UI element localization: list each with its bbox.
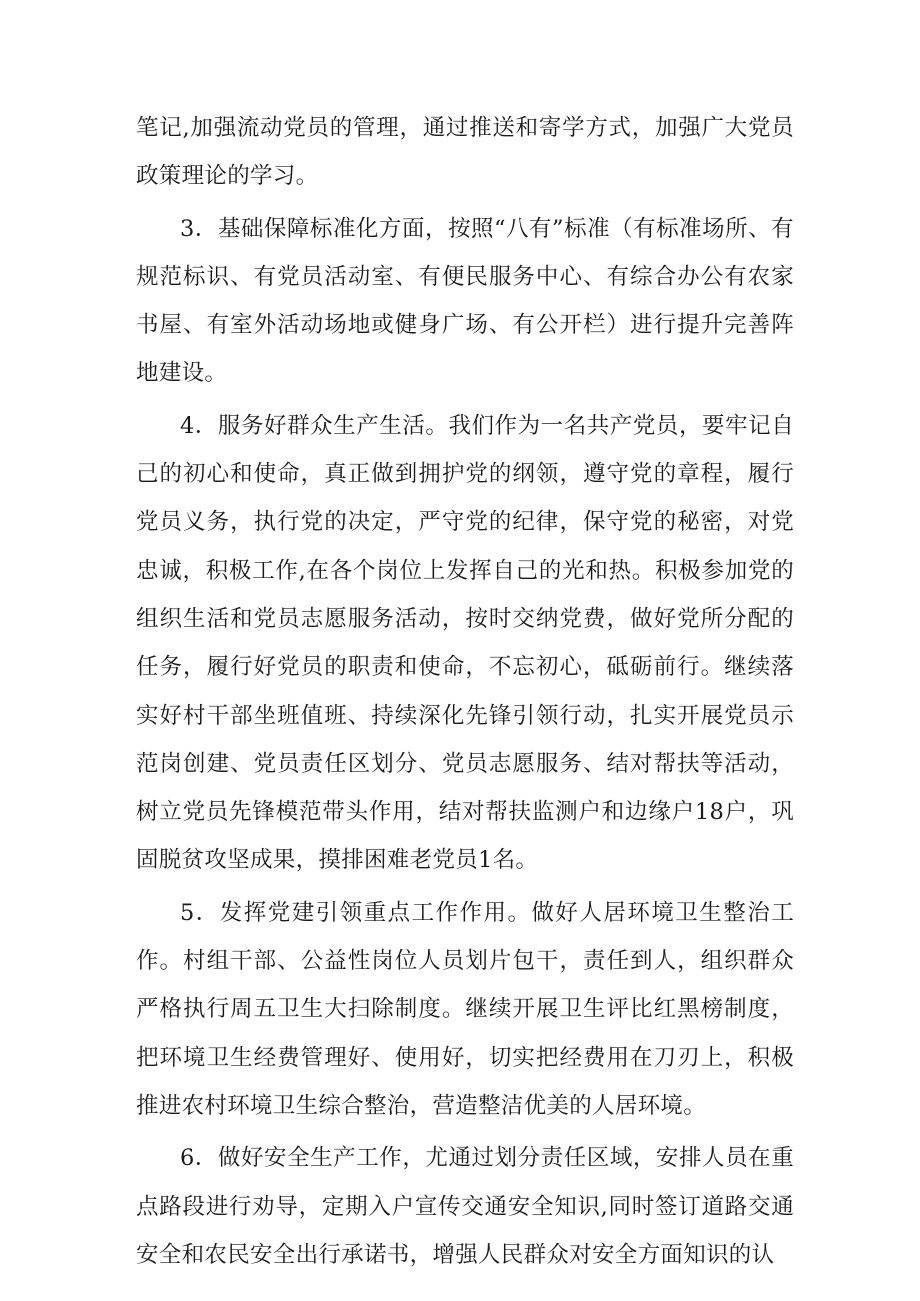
paragraph-continuation: 笔记,加强流动党员的管理，通过推送和寄学方式，加强广大党员政策理论的学习。 [136, 115, 794, 190]
paragraph-item-6: 6．做好安全生产工作，尤通过划分责任区域，安排人员在重点路段进行劝导，定期入户宣传交通安全知识,同时签订道路交通安全和农民安全出行承诺书，增强人民群众对安全方面知识的认 [136, 1145, 794, 1268]
document-body [136, 104, 794, 1279]
paragraph-item-3: 3．基础保障标准化方面，按照“八有”标准（有标准场所、有规范标识、有党员活动室、有便民服务中心、有综合办公有农家书屋、有室外活动场地或健身广场、有公开栏）进行提升完善阵地建设。 [136, 215, 794, 387]
paragraph-item-4: 4．服务好群众生产生活。我们作为一名共产党员，要牢记自己的初心和使命，真正做到拥护党的纲领，遵守党的章程，履行党员义务，执行党的决定，严守党的纪律，保守党的秘密，对党忠诚，积极工作,在各个岗位上发挥自己的光和热。积极参加党的组织生活和党员志愿服务活动，按时交纳党费，做好党所分配的任务，履行好党员的职责和使命，不忘初心，砥砺前行。继续落实好村干部坐班值班、持续深化先锋引领行动，扎实开展党员示范岗创建、党员责任区划分、党员志愿服务、结对帮扶等活动，树立党员先锋模范带头作用，结对帮扶监测户和边缘户18户，巩固脱贫攻坚成果，摸排困难老党员1名。 [136, 412, 794, 874]
paragraph-item-5: 5．发挥党建引领重点工作作用。做好人居环境卫生整治工作。村组干部、公益性岗位人员划片包干，责任到人，组织群众严格执行周五卫生大扫除制度。继续开展卫生评比红黑榜制度，把环境卫生经费管理好、使用好，切实把经费用在刀刃上，积极推进农村环境卫生综合整治，营造整洁优美的人居环境。 [136, 899, 794, 1119]
